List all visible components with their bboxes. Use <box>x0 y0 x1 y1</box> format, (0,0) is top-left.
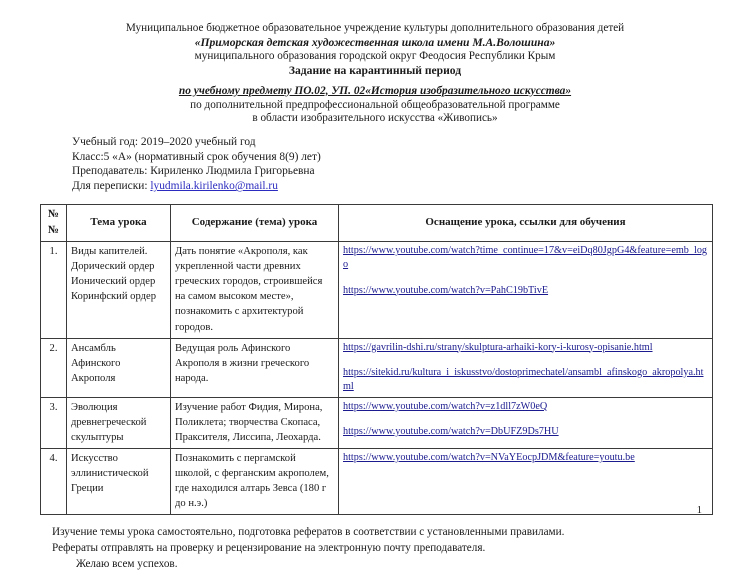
course-info-block <box>40 135 710 194</box>
row-theme: Искусство эллинистической Греции <box>67 448 171 514</box>
contact-label: Для переписки: <box>72 180 148 193</box>
institution-name: «Приморская детская художественная школа имени М.А.Волошина» <box>194 35 556 49</box>
footer-closing: Желаю всем успехов. <box>76 558 178 571</box>
table-body <box>41 242 713 515</box>
subject-line: по учебному предмету ПО.02, УП. 02«История изобразительного искусства» <box>178 84 572 97</box>
row-content: Дать понятие «Акрополя, как укрепленной части древних греческих городов, строившейся на самом высоком месте», познакомить с архитектурой городов. <box>171 242 339 338</box>
lessons-table <box>40 204 713 515</box>
teacher-name: Преподаватель: Кириленко Людмила Григорьевна <box>72 165 315 178</box>
row-theme: Эволюция древнегреческой скульптуры <box>67 397 171 448</box>
program-line-2: в области изобразительного искусства «Живопись» <box>252 112 498 125</box>
row-theme: Виды капителей. Дорический ордер Ионический ордер Коринфский ордер <box>67 242 171 338</box>
row-theme: Ансамбль Афинского Акрополя <box>67 338 171 397</box>
resource-link[interactable]: https://www.youtube.com/watch?v=PahC19bTivE <box>343 284 549 296</box>
column-header-theme: Тема урока <box>67 205 171 242</box>
row-links <box>339 242 713 338</box>
program-line-1: по дополнительной предпрофессиональной общеобразовательной программе <box>190 98 560 111</box>
row-content: Ведущая роль Афинского Акрополя в жизни греческого народа. <box>171 338 339 397</box>
table-row <box>41 242 713 338</box>
resource-link[interactable]: https://www.youtube.com/watch?v=z1dll7zW0eQ <box>343 400 548 412</box>
municipality-line: муниципального образования городской округ Феодосия Республики Крым <box>194 49 556 62</box>
document-footer <box>40 524 710 573</box>
resource-link[interactable]: https://www.youtube.com/watch?time_continue=17&v=eiDq80JgpG4&feature=emb_logo <box>343 245 708 271</box>
row-content: Изучение работ Фидия, Мирона, Поликлета; творчества Скопаса, Праксителя, Лиссипа, Леохарда. <box>171 397 339 448</box>
class-info: Класс:5 «А» (нормативный срок обучения 8(9) лет) <box>72 150 321 163</box>
row-content: Познакомить с пергамской школой, с ферганским акрополем, где находился алтарь Зевса (180 г до н.э.) <box>171 448 339 514</box>
table-row <box>41 448 713 514</box>
institution-line-1: Муниципальное бюджетное образовательное учреждение культуры дополнительного образования детей <box>125 22 625 34</box>
row-links <box>339 397 713 448</box>
page-number: 1 <box>696 505 702 516</box>
contact-row <box>72 179 710 194</box>
row-number: 4. <box>41 448 67 514</box>
row-number: 3. <box>41 397 67 448</box>
resource-link[interactable]: https://sitekid.ru/kultura_i_iskusstvo/dostoprimechatel/ansambl_afinskogo_akropolya.html <box>343 366 704 392</box>
row-number: 1. <box>41 242 67 338</box>
row-links <box>339 338 713 397</box>
column-header-links: Оснащение урока, ссылки для обучения <box>339 205 713 242</box>
assignment-title: Задание на карантинный период <box>288 64 462 78</box>
footer-instruction-2: Рефераты отправлять на проверку и рецензирование на электронную почту преподавателя. <box>52 542 486 555</box>
resource-link[interactable]: https://www.youtube.com/watch?v=DbUFZ9Ds7HU <box>343 425 559 437</box>
resource-link[interactable]: https://gavrilin-dshi.ru/strany/skulptura-arhaiki-kory-i-kurosy-opisanie.html <box>343 341 653 353</box>
table-row <box>41 338 713 397</box>
table-header-row <box>41 205 713 242</box>
table-row <box>41 397 713 448</box>
teacher-email-link[interactable]: lyudmila.kirilenko@mail.ru <box>150 180 278 193</box>
resource-link[interactable]: https://www.youtube.com/watch?v=NVaYEocpJDM&feature=youtu.be <box>343 451 635 463</box>
row-number: 2. <box>41 338 67 397</box>
academic-year: Учебный год: 2019–2020 учебный год <box>72 135 256 148</box>
row-links <box>339 448 713 514</box>
column-header-content: Содержание (тема) урока <box>171 205 339 242</box>
column-header-number: №№ <box>41 205 67 242</box>
footer-instruction-1: Изучение темы урока самостоятельно, подготовка рефератов в соответствии с установленными правилами. <box>52 525 565 538</box>
document-header <box>40 22 710 126</box>
